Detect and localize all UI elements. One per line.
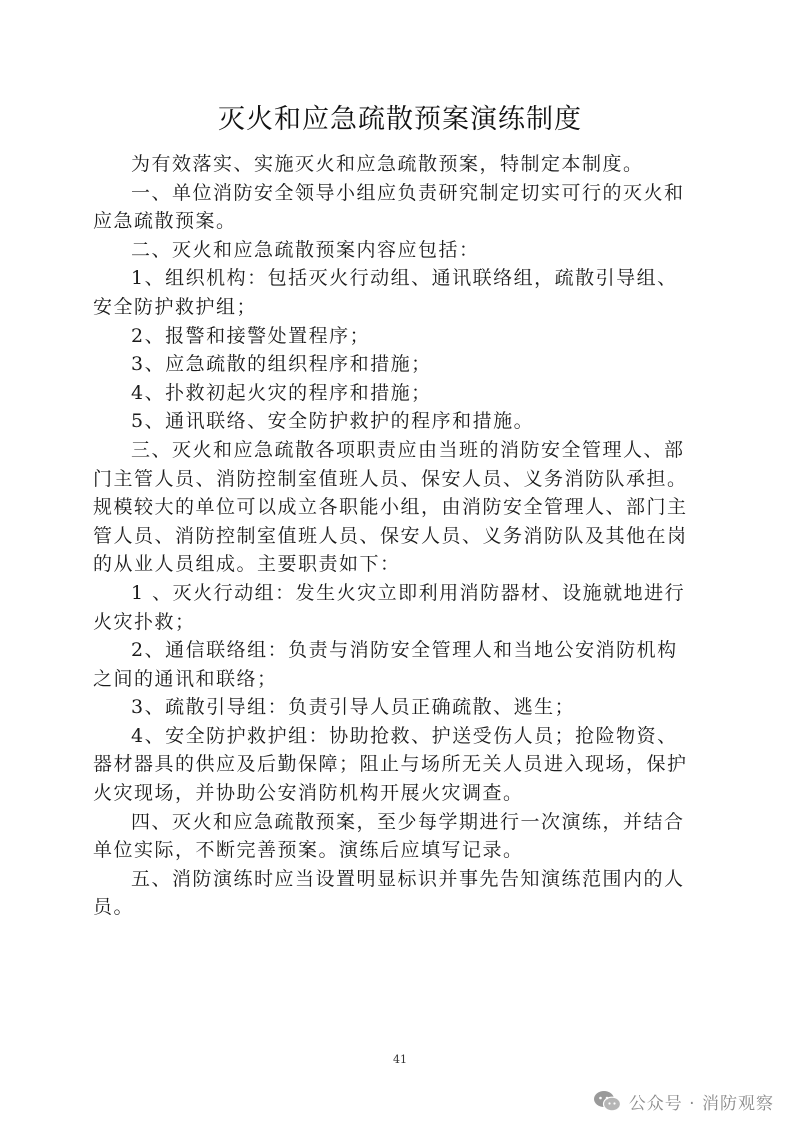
body-line: 2、报警和接警处置程序； — [131, 324, 371, 347]
body-line: 之间的通讯和联络； — [93, 667, 278, 690]
body-line: 五、消防演练时应当设置明显标识并事先告知演练范围内的人 — [131, 867, 685, 890]
watermark-text: 公众号 · 消防观察 — [628, 1093, 774, 1114]
document-body — [93, 150, 713, 922]
watermark — [593, 1086, 774, 1116]
body-line: 火灾现场，并协助公安消防机构开展火灾调查。 — [93, 782, 524, 805]
body-line: 管人员、消防控制室值班人员、保安人员、义务消防队及其他在岗 — [93, 524, 688, 547]
body-line: 规模较大的单位可以成立各职能小组，由消防安全管理人、部门主 — [93, 496, 688, 519]
body-line: 1 、灭火行动组：发生火灾立即利用消防器材、设施就地进行 — [131, 581, 686, 604]
body-line: 4、安全防护救护组：协助抢救、护送受伤人员；抢险物资、 — [131, 724, 678, 747]
body-line: 1、组织机构：包括灭火行动组、通讯联络组，疏散引导组、 — [131, 267, 678, 290]
body-line: 员。 — [93, 896, 135, 919]
body-line: 3、应急疏散的组织程序和措施； — [131, 353, 432, 376]
body-line: 应急疏散预案。 — [93, 210, 237, 233]
body-line: 门主管人员、消防控制室值班人员、保安人员、义务消防队承担。 — [93, 467, 688, 490]
body-line: 3、疏散引导组：负责引导人员正确疏散、逃生； — [131, 696, 576, 719]
page-number: 41 — [393, 1053, 407, 1066]
body-line: 5、通讯联络、安全防护救护的程序和措施。 — [131, 410, 535, 433]
body-line: 火灾扑救； — [93, 610, 196, 633]
body-line: 为有效落实、实施灭火和应急疏散预案，特制定本制度。 — [131, 153, 644, 175]
body-line: 2、通信联络组：负责与消防安全管理人和当地公安消防机构 — [131, 639, 678, 662]
document-title: 灭火和应急疏散预案演练制度 — [218, 104, 582, 135]
body-line: 器材器具的供应及后勤保障；阻止与场所无关人员进入现场，保护 — [93, 753, 688, 776]
body-line: 三、灭火和应急疏散各项职责应由当班的消防安全管理人、部 — [131, 438, 685, 461]
body-line: 4、扑救初起火灾的程序和措施； — [131, 381, 432, 404]
body-line: 二、灭火和应急疏散预案内容应包括： — [131, 238, 480, 261]
body-line: 的从业人员组成。主要职责如下： — [93, 553, 401, 576]
body-line: 单位实际，不断完善预案。演练后应填写记录。 — [93, 839, 524, 862]
wechat-icon — [593, 1090, 621, 1112]
body-line: 安全防护救护组； — [93, 295, 258, 318]
body-line: 一、单位消防安全领导小组应负责研究制定切实可行的灭火和 — [131, 181, 685, 204]
body-line: 四、灭火和应急疏散预案，至少每学期进行一次演练，并结合 — [131, 810, 685, 833]
